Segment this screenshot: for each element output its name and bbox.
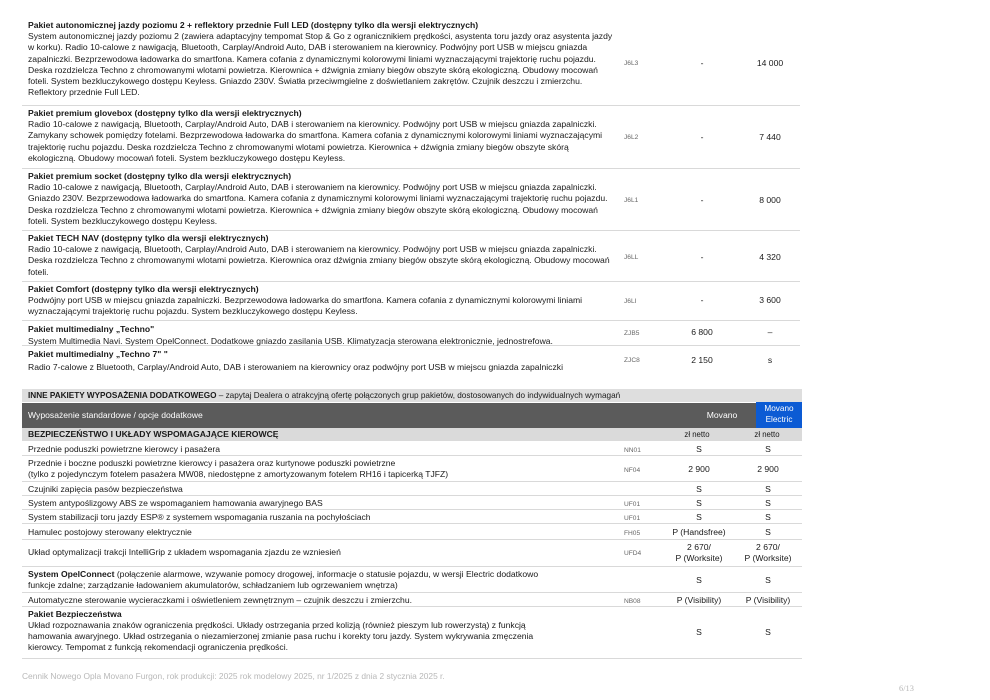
option-code: ZJC8 bbox=[624, 357, 640, 364]
row-label: Układ optymalizacji trakcji IntelliGrip z układem wspomagania zjazdu ze wzniesień bbox=[28, 547, 341, 557]
package-title: Pakiet premium socket (dostępny tylko dla wersji elektrycznych) bbox=[28, 171, 292, 181]
value-electric bbox=[734, 542, 802, 564]
package-title: Pakiet premium glovebox (dostępny tylko dla wersji elektrycznych) bbox=[28, 108, 302, 118]
package-text: Podwójny port USB w miejscu gniazda zapalniczki. Bezprzewodowa ładowarka do smartfona. Kamera cofania z dynamicznymi kolorowymi liniami wyznaczającymi trajektorię ruchu pojazdu. System bezkluczykowego dostępu Keyless. bbox=[28, 295, 583, 317]
value-line: 2 670/ bbox=[756, 542, 780, 552]
package-description bbox=[28, 284, 618, 318]
table-row bbox=[22, 482, 802, 496]
option-code: UF01 bbox=[624, 501, 641, 508]
value-movano: P (Handsfree) bbox=[672, 527, 726, 537]
value-electric: P (Visibility) bbox=[745, 595, 791, 605]
price-movano: - bbox=[700, 252, 704, 262]
other-packages-note: – zapytaj Dealera o atrakcyjną ofertę połączonych grup pakietów, dostosowanych do indywidualnych wymagań bbox=[216, 391, 621, 400]
value-line: P (Worksite) bbox=[744, 553, 792, 563]
price-movano: 2 150 bbox=[691, 355, 713, 365]
option-code: NF04 bbox=[624, 467, 641, 474]
table-header-label: Wyposażenie standardowe / opcje dodatkowe bbox=[28, 410, 203, 420]
column-electric-line1: Movano bbox=[764, 404, 794, 413]
value-movano: S bbox=[696, 444, 702, 454]
value-movano: P (Visibility) bbox=[676, 595, 722, 605]
package-block bbox=[22, 282, 800, 321]
value-line: 2 670/ bbox=[687, 542, 711, 552]
value-movano: 2 900 bbox=[688, 464, 710, 474]
price-movano: 6 800 bbox=[691, 327, 713, 337]
option-code: NN01 bbox=[624, 447, 641, 454]
option-code: FH05 bbox=[624, 530, 641, 537]
package-title: Pakiet TECH NAV (dostępny tylko dla wersji elektrycznych) bbox=[28, 233, 269, 243]
other-packages-title: INNE PAKIETY WYPOSAŻENIA DODATKOWEGO bbox=[28, 391, 217, 400]
table-header bbox=[22, 403, 802, 428]
value-movano: S bbox=[696, 498, 702, 508]
price-electric: 4 320 bbox=[759, 252, 781, 262]
option-code: J6L1 bbox=[624, 197, 639, 204]
package-block bbox=[22, 18, 800, 106]
table-row bbox=[22, 567, 802, 593]
package-block bbox=[22, 321, 800, 346]
value-line: P (Worksite) bbox=[675, 553, 723, 563]
row-label bbox=[28, 569, 618, 591]
column-movano: Movano bbox=[706, 410, 738, 420]
package-block bbox=[22, 346, 800, 374]
value-electric: S bbox=[765, 512, 771, 522]
row-label-line: kierowcy. Tempomat z funkcją rekomendacji ograniczenia prędkości. bbox=[28, 642, 288, 652]
package-text: System autonomicznej jazdy poziomu 2 (zawiera adaptacyjny tempomat Stop & Go z ogranicznikiem prędkości, asystenta toru jazdy oraz asystenta jazdy w korku). Radio 10-calowe z nawigacją, Bluetooth, Carplay/Android Auto, DAB i sterowaniem na kierownicy. Podwójny port USB w miejscu gniazda zapalniczki. Bezprzewodowa ładowarka do smartfona. Kamera cofania z dynamicznymi kolorowymi liniami wyznaczającymi trajektorię ruchu pojazdu. Deska rozdzielcza Techno z chromowanymi wlotami powietrza. Kierownica + dźwignia zmiany biegów obszyte skórą ekologiczną. Obudowy mocowań foteli. System bezkluczykowego dostępu Keyless. Gniazdo 230V. Światła przeciwmgielne z doświetlaniem zakrętów. Czujnik deszczu i zmierzchu. Reflektory przednie Full LED. bbox=[28, 31, 613, 98]
currency-label-movano: zł netto bbox=[684, 430, 710, 439]
table-row bbox=[22, 524, 802, 540]
option-code: NB08 bbox=[624, 598, 641, 605]
price-movano: - bbox=[700, 132, 704, 142]
price-electric: s bbox=[767, 355, 773, 365]
table-row bbox=[22, 442, 802, 456]
value-electric: 2 900 bbox=[757, 464, 779, 474]
price-electric: 3 600 bbox=[759, 295, 781, 305]
package-block bbox=[22, 169, 800, 231]
footer-note: Cennik Nowego Opla Movano Furgon, rok produkcji: 2025 rok modelowy 2025, nr 1/2025 z dnia 2 stycznia 2025 r. bbox=[22, 671, 445, 681]
price-electric: 8 000 bbox=[759, 195, 781, 205]
package-title: Pakiet autonomicznej jazdy poziomu 2 + reflektory przednie Full LED (dostępny tylko dla wersji elektrycznych) bbox=[28, 20, 479, 30]
package-text: Radio 7-calowe z Bluetooth, Carplay/Android Auto, DAB i sterowaniem na kierownicy oraz podwójny port USB w miejscu gniazda zapalniczki bbox=[28, 362, 563, 372]
row-label-bold: System OpelConnect bbox=[28, 569, 115, 579]
table-row bbox=[22, 496, 802, 510]
value-electric: S bbox=[765, 444, 771, 454]
row-label-line: (tylko z pojedynczym fotelem pasażera MW08, niedostępne z amortyzowanym fotelem RH16 i tapicerką TJFZ) bbox=[28, 469, 449, 479]
value-electric: S bbox=[765, 484, 771, 494]
option-code: ZJB5 bbox=[624, 330, 640, 337]
row-label: Automatyczne sterowanie wycieraczkami i oświetleniem zewnętrznym – czujnik deszczu i zmierzchu. bbox=[28, 595, 412, 605]
package-text: Radio 10-calowe z nawigacją, Bluetooth, Carplay/Android Auto, DAB i sterowaniem na kierownicy. Podwójny port USB w miejscu gniazda zapalniczki. Zamykany schowek pomiędzy fotelami. Bezprzewodowa ładowarka do smartfona. Kamera cofania z dynamicznymi kolorowymi liniami wyznaczającymi trajektorię ruchu pojazdu. Deska rozdzielcza Techno z chromowanymi wlotami powietrza. Kierownica + dźwignia zmiany biegów obszyte skórą ekologiczną. Obudowy mocowań foteli. System bezkluczykowego dostępu Keyless. bbox=[28, 119, 603, 163]
value-electric: S bbox=[765, 627, 771, 637]
package-description bbox=[28, 233, 618, 278]
package-description bbox=[28, 20, 618, 98]
value-movano: S bbox=[696, 484, 702, 494]
package-description bbox=[28, 171, 618, 227]
package-text: Radio 10-calowe z nawigacją, Bluetooth, Carplay/Android Auto, DAB i sterowaniem na kierownicy. Podwójny port USB w miejscu gniazda zapalniczki. Gniazdo 230V. Bezprzewodowa ładowarka do smartfona. Kamera cofania z dynamicznymi kolorowymi liniami wyznaczającymi trajektorię ruchu pojazdu. Deska rozdzielcza Techno z chromowanymi wlotami powietrza. Kierownica + dźwignia zmiany biegów obszyte skórą ekologiczną. Obudowy mocowań foteli. System bezkluczykowego dostępu Keyless. bbox=[28, 182, 608, 226]
row-label bbox=[28, 609, 618, 653]
row-label bbox=[28, 458, 618, 480]
row-label-line: (połączenie alarmowe, wzywanie pomocy drogowej, informacje o statusie pojazdu, w wersji Electric dodatkowo bbox=[114, 569, 539, 579]
section-header: BEZPIECZEŃSTWO I UKŁADY WSPOMAGAJĄCE KIEROWCĘ bbox=[22, 428, 802, 441]
value-electric: S bbox=[765, 575, 771, 585]
row-label: Czujniki zapięcia pasów bezpieczeństwa bbox=[28, 484, 183, 494]
price-electric: – bbox=[767, 327, 773, 337]
option-code: J6LL bbox=[624, 254, 639, 261]
option-code: UF01 bbox=[624, 515, 641, 522]
option-code: J6L3 bbox=[624, 60, 639, 67]
package-description bbox=[28, 348, 618, 374]
page-number: 6/13 bbox=[899, 684, 914, 693]
price-movano: - bbox=[700, 195, 704, 205]
price-electric: 7 440 bbox=[759, 132, 781, 142]
table-row bbox=[22, 593, 802, 607]
table-row bbox=[22, 540, 802, 567]
other-packages-banner bbox=[22, 389, 802, 402]
row-label-line: hamowania awaryjnego. Układ ostrzegania o niezamierzonej zmianie pasa ruchu i korekty toru jazdy. System wykrywania zmęczenia bbox=[28, 631, 534, 641]
option-code: J6L2 bbox=[624, 134, 639, 141]
row-label: System antypoślizgowy ABS ze wspomaganiem hamowania awaryjnego BAS bbox=[28, 498, 323, 508]
table-row bbox=[22, 456, 802, 482]
row-label: System stabilizacji toru jazdy ESP® z systemem wspomagania ruszania na pochyłościach bbox=[28, 512, 371, 522]
row-label-line: Układ rozpoznawania znaków ograniczenia prędkości. Układy ostrzegania przed kolizją (również pieszym lub rowerzystą) z funkcją bbox=[28, 620, 526, 630]
option-code: UFD4 bbox=[624, 550, 642, 557]
value-movano bbox=[664, 542, 734, 564]
price-movano: - bbox=[700, 295, 704, 305]
value-movano: S bbox=[696, 575, 702, 585]
package-text: Radio 10-calowe z nawigacją, Bluetooth, Carplay/Android Auto, DAB i sterowaniem na kierownicy. Podwójny port USB w miejscu gniazda zapalniczki. Deska rozdzielcza Techno z chromowanymi wlotami powietrza. Kierownica oraz dźwignia zmiany biegów obszyte skórą ekologiczną. Obudowy mocowań foteli. bbox=[28, 244, 610, 277]
row-label: Przednie poduszki powietrzne kierowcy i pasażera bbox=[28, 444, 221, 454]
value-movano: S bbox=[696, 512, 702, 522]
package-title: Pakiet multimedialny „Techno 7" " bbox=[28, 349, 168, 359]
row-label-line: funkcje zdalne; zarządzanie ładowaniem akumulatorów, schładzaniem lub ogrzewaniem wnętrza) bbox=[28, 580, 398, 590]
table-row bbox=[22, 510, 802, 524]
package-description bbox=[28, 108, 618, 164]
package-text: System Multimedia Navi. System OpelConnect. Dodatkowe gniazdo zasilania USB. Klimatyzacja sterowana elektronicznie, jednostrefowa. bbox=[28, 336, 553, 346]
package-description bbox=[28, 323, 618, 347]
value-electric: S bbox=[765, 527, 771, 537]
value-electric: S bbox=[765, 498, 771, 508]
price-electric: 14 000 bbox=[756, 58, 784, 68]
column-electric-line2: Electric bbox=[765, 415, 793, 424]
price-movano: - bbox=[700, 58, 704, 68]
package-title: Pakiet Comfort (dostępny tylko dla wersji elektrycznych) bbox=[28, 284, 259, 294]
package-block bbox=[22, 231, 800, 282]
package-title: Pakiet multimedialny „Techno" bbox=[28, 324, 155, 334]
row-label: Hamulec postojowy sterowany elektrycznie bbox=[28, 527, 192, 537]
currency-label-electric: zł netto bbox=[754, 430, 780, 439]
row-label-bold: Pakiet Bezpieczeństwa bbox=[28, 609, 122, 619]
value-movano: S bbox=[696, 627, 702, 637]
package-block bbox=[22, 106, 800, 169]
option-code: J6LI bbox=[624, 298, 637, 305]
table-row bbox=[22, 607, 802, 659]
row-label-line: Przednie i boczne poduszki powietrzne kierowcy i pasażera oraz kurtynowe poduszki powietrzne bbox=[28, 458, 396, 468]
column-movano-electric bbox=[756, 402, 802, 428]
